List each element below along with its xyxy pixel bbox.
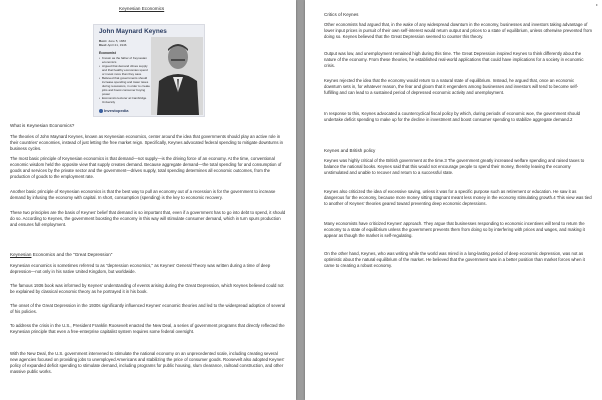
- profile-section-title: Economist: [99, 51, 116, 55]
- investopedia-logo-icon: [99, 109, 103, 113]
- paragraph: These two principles are the basis of Keynes' belief that demand is so important that, even if a government has to go into debt to spend, it should do so. According to Keynes, the government boosting the economy in this way will stimulate consumer demand, which in turn spurs production and ensures full employment.: [10, 210, 286, 227]
- paragraph: The famous 1936 book was informed by Keynes' understanding of events arising during the Great Depression, which Keynes believed could not be explained by classical economic theory as he portrayed it in his book.: [10, 283, 284, 294]
- heading-keyword: Keynesian: [10, 252, 32, 257]
- investopedia-logo: [99, 108, 128, 113]
- heading-critics: Critics of Keynes: [324, 12, 359, 17]
- profile-name: John Maynard Keynes: [99, 28, 167, 35]
- paragraph: The theories of John Maynard Keynes, known as Keynesian economics, center around the idea that governments should play an active role in their countries' economies, instead of just letting the free market reign. Specifically, Keynes advocated federal spending to mitigate downturns in business cycles.: [10, 134, 284, 151]
- paragraph: To address the crisis in the U.S., President Franklin Roosevelt enacted the New Deal, a series of government programs that directly reflected the Keynesian principle that even a free-enterprise capitalist system requires some federal oversight.: [10, 323, 285, 334]
- paragraph: Keynes rejected the idea that the economy would return to a natural state of equilibrium. Instead, he argued that, once an economic downturn sets in, for whatever reason, the fear and gloom that it engenders among businesses and investors will tend to become self-fulfilling and can lead to a sustained period of depressed economic activity and unemployment.: [324, 78, 579, 95]
- paragraph: With the New Deal, the U.S. government intervened to stimulate the national economy on an unprecedented scale, including creating several new agencies focused on providing jobs to unemployed Americans and stabilizing the price of consumer goods. Roosevelt also adopted Keynes' policy of expanded deficit spending to stimulate demand, including programs for public housing, slum clearance, railroad construction, and other massive public works.: [10, 351, 285, 374]
- paragraph: Another basic principle of Keynesian economics is that the best way to pull an economy out of a recession is for the government to increase demand by infusing the economy with capital. In short, consumption (spending) is the key to economic recovery.: [10, 189, 276, 200]
- heading-what-is: What is Keynesian Economics?: [10, 123, 75, 128]
- document-page-2: [305, 0, 602, 400]
- document-page-1: [0, 0, 296, 400]
- died-label: Died:: [99, 43, 107, 47]
- heading-rest: Economics and the "Great Depression": [31, 252, 113, 257]
- keynes-profile-card: [93, 24, 205, 117]
- keynes-portrait-image: [151, 37, 203, 115]
- born-date: June 5, 1883: [108, 39, 127, 43]
- paragraph: Keynesian economics is sometimes referred to as "depression economics," as Keynes' General Theory was written during a time of deep depression—not only in his native United Kingdom, but worldwide.: [10, 263, 271, 274]
- heading-great-depression: [10, 252, 286, 258]
- profile-bullet: • Known as the father of Keynesian economics: [99, 56, 151, 64]
- profile-facts: [99, 39, 151, 47]
- paragraph: The most basic principle of Keynesian economics is that demand—not supply—is the driving force of an economy. At the time, conventional economic wisdom held the opposite view that supply creates demand. Because aggregate demand—the total spending for and consumption of goods and services by the private sector and the government—drives supply, total spending determines all economic outcomes, from the production of goods to the employment rate.: [10, 156, 282, 179]
- profile-bullet: • Argued that demand drives supply and that healthy economies spend or invest more than they save: [99, 64, 151, 76]
- paragraph: Other economists had argued that, in the wake of any widespread downturn in the economy, businesses and investors taking advantage of lower input prices in pursuit of their own self-interest would return output and prices to a state of equilibrium, unless otherwise prevented from doing so. Keynes believed that the Great Depression seemed to counter this theory.: [324, 22, 592, 39]
- paragraph: The onset of the Great Depression in the 1930s significantly influenced Keynes' economic theories and led to the widespread adoption of several of his policies.: [10, 303, 286, 314]
- died-date: April 21, 1946: [107, 43, 127, 47]
- page-expand-icon[interactable]: ▸: [596, 2, 599, 7]
- profile-bullet: • Believed that governments should increase spending and lower taxes during recessions, in order to create jobs and boost consumer buying power: [99, 76, 151, 96]
- profile-bullets: [99, 56, 151, 104]
- paragraph: Keynes also criticized the idea of excessive saving, unless it was for a specific purpose such as retirement or education. He saw it as dangerous for the economy, because more money sitting stagnant meant less money in the economy stimulating growth.4 This view was tied to another of Keynes' theories geared toward preventing deep economic depressions.: [324, 189, 592, 206]
- paragraph: Keynes was highly critical of the British government at the time.3 The government greatly increased welfare spending and raised taxes to balance the national books. Keynes said that this would not encourage people to spend their money, thereby leaving the economy unstimulated and unable to recover and return to a successful state.: [324, 158, 585, 175]
- paragraph: On the other hand, Keynes, who was writing while the world was mired in a long-lasting period of deep economic depression, was not as optimistic about the natural equilibrium of the market. He believed that the government was in a better position than market forces when it came to creating a robust economy.: [324, 251, 585, 268]
- logo-text: Investopedia: [104, 108, 129, 113]
- document-title: Keynesian Economics: [119, 6, 165, 11]
- profile-bullet: • Economics lecturer at Cambridge University: [99, 96, 151, 104]
- paragraph: Output was low, and unemployment remained high during this time. The Great Depression inspired Keynes to think differently about the nature of the economy. From these theories, he established real-world applications that could have implications for a society in economic crisis.: [324, 51, 584, 68]
- heading-british-policy: Keynes and British policy: [324, 148, 376, 153]
- paragraph: Many economists have criticized Keynes' approach. They argue that businesses responding to economic incentives will tend to return the economy to a state of equilibrium unless the government prevents them from doing so by interfering with prices and wages, and making it appear as though the market is self-regulating.: [324, 221, 585, 238]
- paragraph: In response to this, Keynes advocated a countercyclical fiscal policy by which, during periods of economic woe, the government should undertake deficit spending to make up for the decline in investment and boost consumer spending to stabilize aggregate demand.2: [324, 111, 581, 122]
- born-label: Born:: [99, 39, 108, 43]
